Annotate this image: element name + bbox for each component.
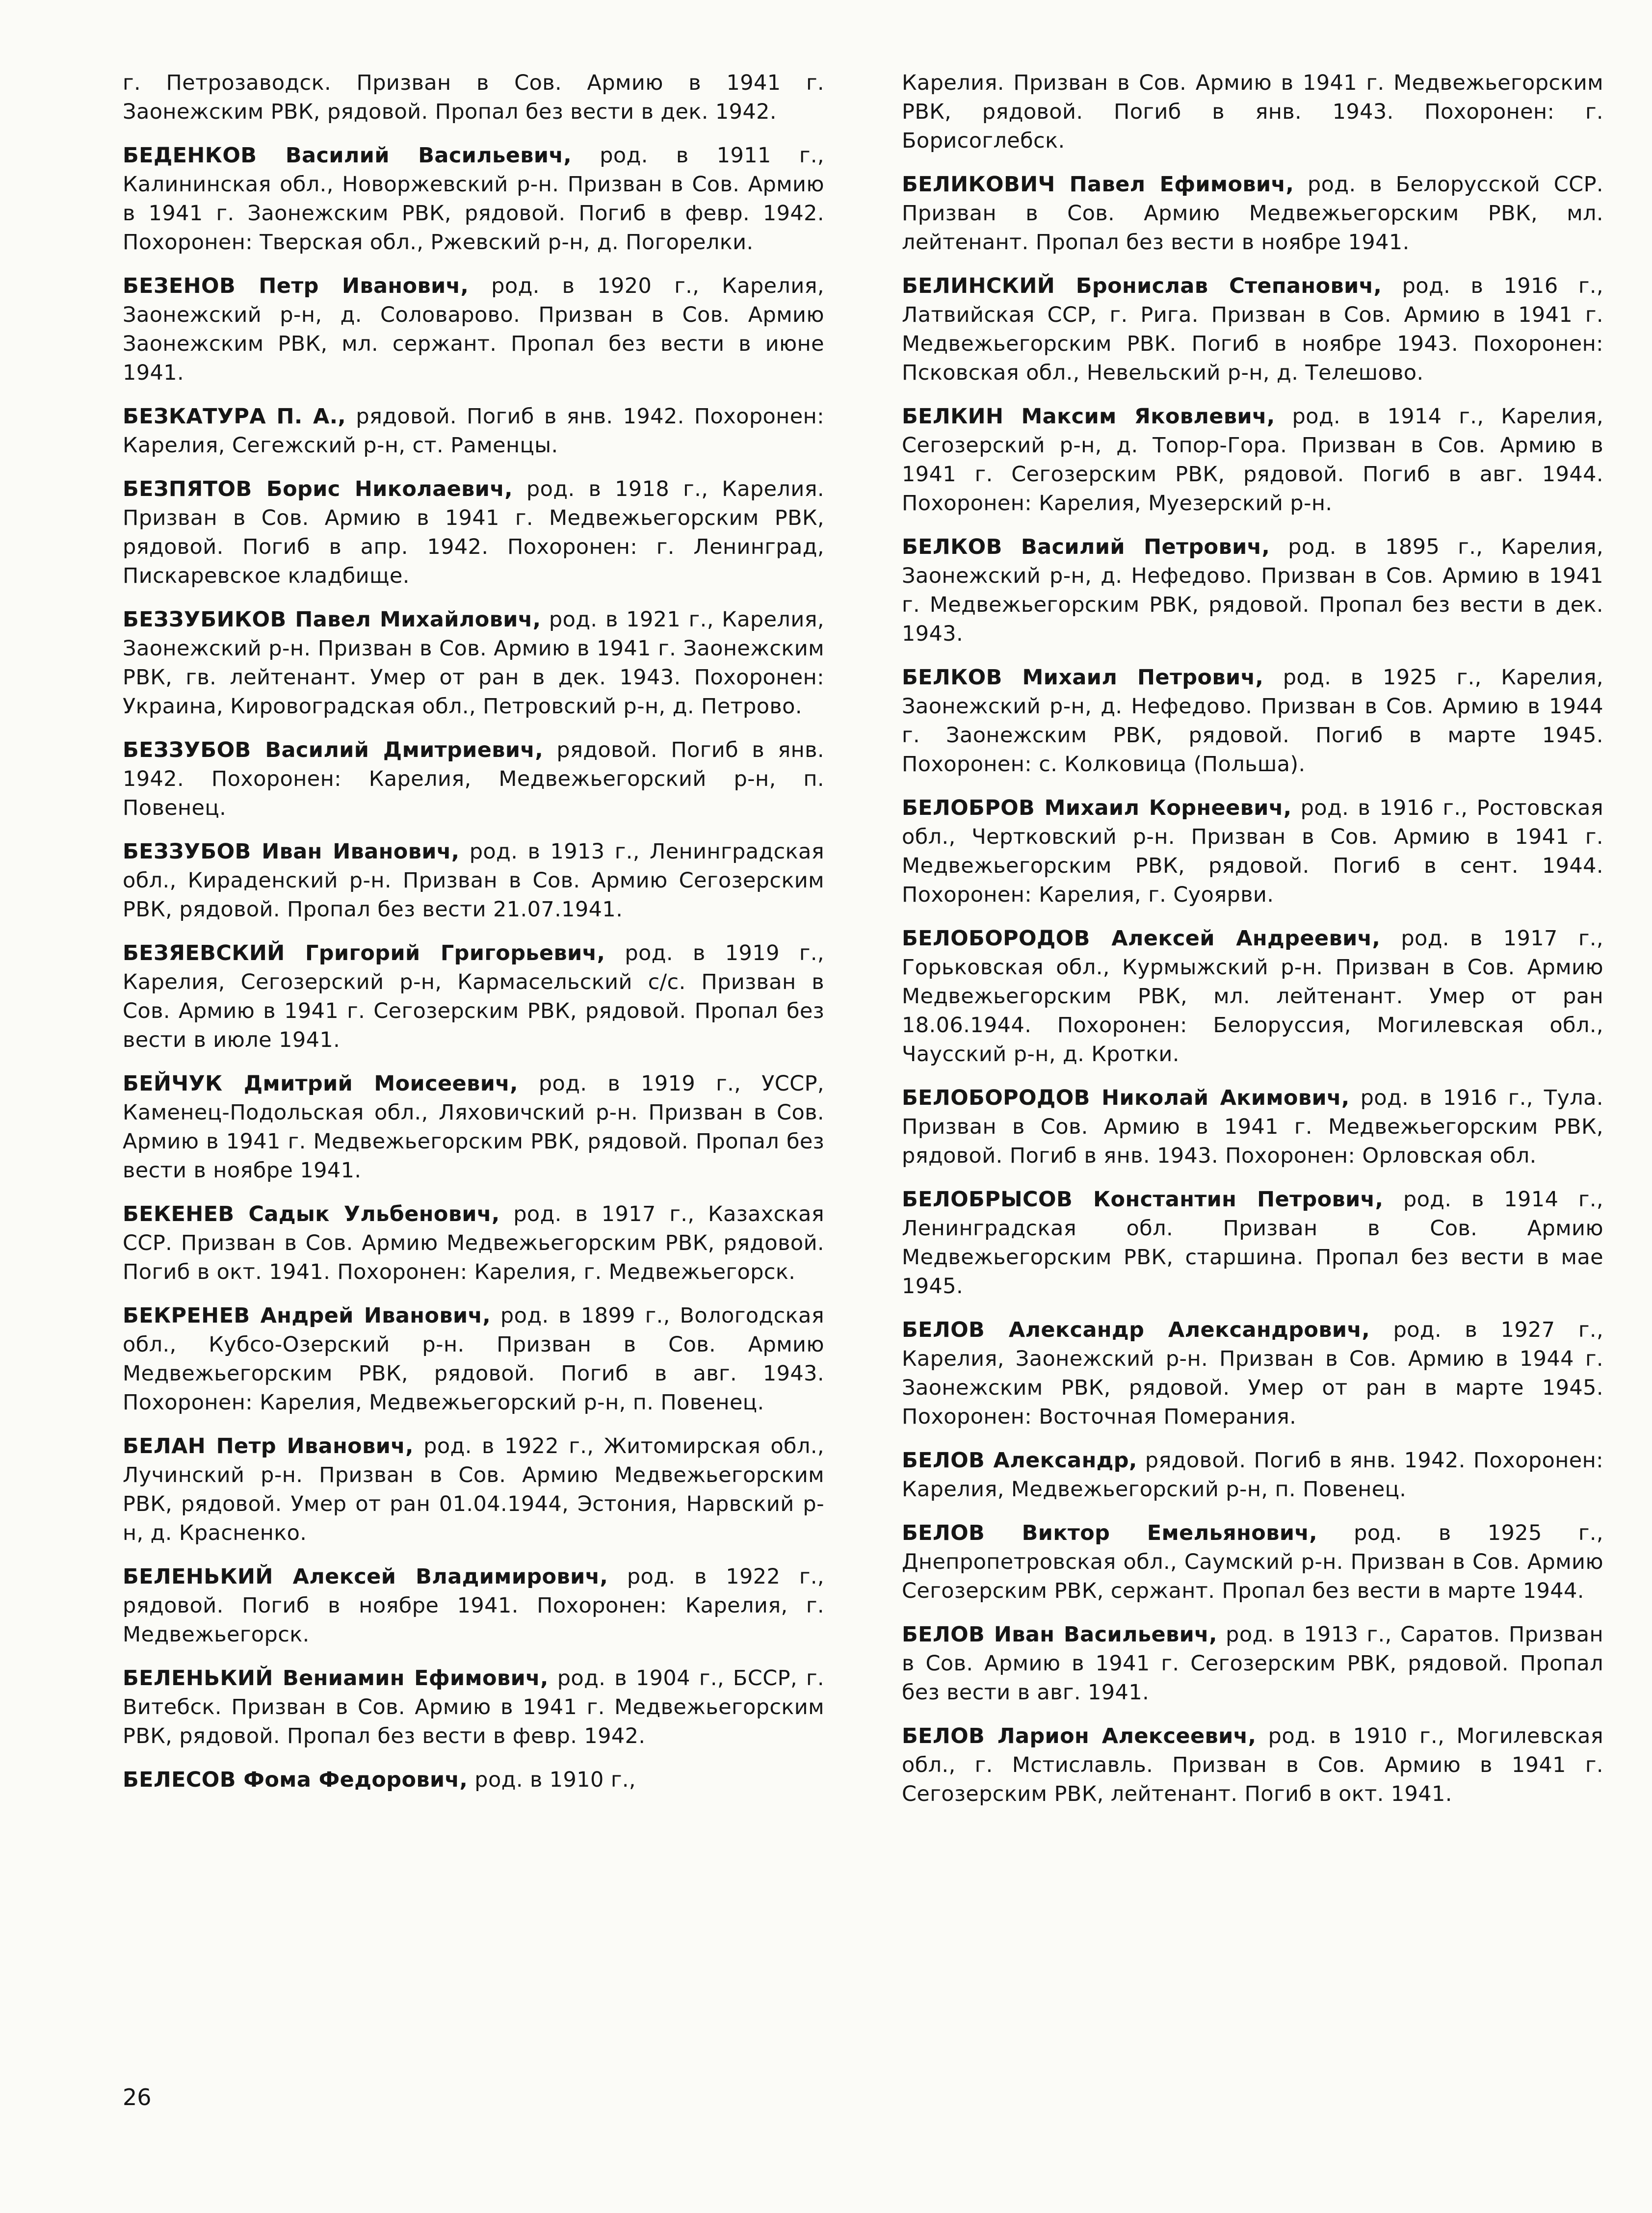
entry-text: род. в 1919 г., Карелия, Сегозерский р-н, Кармасельский с/с. Призван в Сов. Армию в 1941 г. Сегозерским РВК, рядовой. Пропал без вести в июле 1941. bbox=[123, 941, 824, 1052]
entry-name: БЕЛОВ Александр, bbox=[902, 1448, 1137, 1473]
entry bbox=[123, 736, 824, 823]
entry-name: БЕДЕНКОВ Василий Васильевич, bbox=[123, 143, 572, 168]
entry-text: род. в 1904 г., БССР, г. Витебск. Призван в Сов. Армию в 1941 г. Медвежьегорским РВК, рядовой. Пропал без вести в февр. 1942. bbox=[123, 1666, 825, 1748]
entry-name: БЕЙЧУК Дмитрий Моисеевич, bbox=[123, 1071, 518, 1096]
page-number: 26 bbox=[123, 2084, 152, 2110]
entry-name: БЕЛОВ Иван Васильевич, bbox=[902, 1622, 1217, 1647]
entry-text: род. в 1916 г., Латвийская ССР, г. Рига. Призван в Сов. Армию в 1941 г. Медвежьегорским РВК. Погиб в ноябре 1943. Похоронен: Псковская обл., Невельский р-н, д. Телешово. bbox=[902, 274, 1604, 385]
entry-name: БЕЛЕНЬКИЙ Вениамин Ефимович, bbox=[123, 1666, 549, 1691]
entry bbox=[902, 1084, 1603, 1171]
entry-name: БЕЗЗУБИКОВ Павел Михайлович, bbox=[123, 607, 541, 632]
entry bbox=[902, 794, 1603, 910]
entry-text: род. в 1910 г., Могилевская обл., г. Мстиславль. Призван в Сов. Армию в 1941 г. Сегозерским РВК, лейтенант. Погиб в окт. 1941. bbox=[902, 1724, 1603, 1806]
entry-name: БЕЛОБОРОДОВ Алексей Андреевич, bbox=[902, 926, 1381, 951]
entry bbox=[902, 402, 1603, 518]
entry bbox=[123, 141, 824, 257]
entry-text: род. в 1913 г., Саратов. Призван в Сов. Армию в 1941 г. Сегозерским РВК, рядовой. Пропал без вести в авг. 1941. bbox=[902, 1622, 1603, 1705]
entry bbox=[902, 663, 1603, 779]
entry bbox=[123, 1432, 824, 1548]
entry-text: род. в 1910 г., bbox=[468, 1768, 636, 1792]
entry-text: рядовой. Погиб в янв. 1942. Похоронен: Карелия, Сегежский р-н, ст. Раменцы. bbox=[123, 404, 824, 458]
entry-name: БЕЛИНСКИЙ Бронислав Степанович, bbox=[902, 274, 1382, 298]
entry bbox=[123, 69, 824, 127]
entry-text: род. в 1919 г., УССР, Каменец-Подольская обл., Ляховичский р-н. Призван в Сов. Армию в 1941 г. Медвежьегорским РВК, рядовой. Пропал без вести в ноябре 1941. bbox=[123, 1071, 825, 1183]
entry bbox=[902, 1446, 1603, 1504]
entry-text: род. в 1916 г., Тула. Призван в Сов. Армию в 1941 г. Медвежьегорским РВК, рядовой. Погиб в янв. 1943. Похоронен: Орловская обл. bbox=[902, 1086, 1603, 1168]
entry bbox=[902, 924, 1603, 1069]
entry-name: БЕЗКАТУРА П. А., bbox=[123, 404, 346, 429]
entry-name: БЕЛОВ Виктор Емельянович, bbox=[902, 1521, 1317, 1545]
entry-text: род. в 1913 г., Ленинградская обл., Кираденский р-н. Призван в Сов. Армию Сегозерским РВК, рядовой. Пропал без вести 21.07.1941. bbox=[123, 839, 825, 922]
entry-name: БЕКЕНЕВ Садык Ульбенович, bbox=[123, 1202, 500, 1226]
entry bbox=[123, 1664, 824, 1751]
entry-text: Карелия. Призван в Сов. Армию в 1941 г. Медвежьегорским РВК, рядовой. Погиб в янв. 1943. Похоронен: г. Борисоглебск. bbox=[902, 71, 1603, 153]
entry-name: БЕЛОБРЫСОВ Константин Петрович, bbox=[902, 1187, 1384, 1212]
entry bbox=[902, 1620, 1603, 1707]
entry-text: род. в 1917 г., Горьковская обл., Курмыжский р-н. Призван в Сов. Армию Медвежьегорским РВК, мл. лейтенант. Умер от ран 18.06.1944. Похоронен: Белоруссия, Могилевская обл., Чаусский р-н, д. Кротки. bbox=[902, 926, 1603, 1067]
entry-name: БЕЗЕНОВ Петр Иванович, bbox=[123, 274, 469, 298]
entry-name: БЕЗПЯТОВ Борис Николаевич, bbox=[123, 477, 513, 501]
entry-name: БЕЛОВ Александр Александрович, bbox=[902, 1318, 1370, 1342]
right-column bbox=[902, 69, 1603, 1823]
entry-name: БЕКРЕНЕВ Андрей Иванович, bbox=[123, 1303, 491, 1328]
entry-text: род. в 1921 г., Карелия, Заонежский р-н. Призван в Сов. Армию в 1941 г. Заонежским РВК, гв. лейтенант. Умер от ран в дек. 1943. Похоронен: Украина, Кировоградская обл., Петровский р-н, д. Петрово. bbox=[123, 607, 825, 719]
entry-name: БЕЛЕСОВ Фома Федорович, bbox=[123, 1768, 468, 1792]
entry bbox=[123, 1069, 824, 1185]
entry bbox=[902, 272, 1603, 388]
entry-name: БЕЗЗУБОВ Василий Дмитриевич, bbox=[123, 738, 544, 762]
entry-text: род. в 1918 г., Карелия. Призван в Сов. Армию в 1941 г. Медвежьегорским РВК, рядовой. Погиб в апр. 1942. Похоронен: г. Ленинград, Пискаревское кладбище. bbox=[123, 477, 824, 588]
entry-text: род. в 1916 г., Ростовская обл., Чертковский р-н. Призван в Сов. Армию в 1941 г. Медвежьегорским РВК, рядовой. Погиб в сент. 1944. Похоронен: Карелия, г. Суоярви. bbox=[902, 796, 1603, 907]
entry bbox=[123, 402, 824, 460]
entry-name: БЕЗЯЕВСКИЙ Григорий Григорьевич, bbox=[123, 941, 605, 965]
entry-text: род. в 1911 г., Калининская обл., Новоржевский р-н. Призван в Сов. Армию в 1941 г. Заонежским РВК, рядовой. Погиб в февр. 1942. Похоронен: Тверская обл., Ржевский р-н, д. Погорелки. bbox=[123, 143, 825, 255]
entry-text: род. в 1920 г., Карелия, Заонежский р-н, д. Соловарово. Призван в Сов. Армию Заонежским РВК, мл. сержант. Пропал без вести в июне 1941. bbox=[123, 274, 824, 385]
entry bbox=[902, 1185, 1603, 1301]
entry bbox=[123, 1766, 824, 1795]
entry bbox=[123, 1302, 824, 1417]
entry-text: род. в 1917 г., Казахская ССР. Призван в Сов. Армию Медвежьегорским РВК, рядовой. Погиб в окт. 1941. Похоронен: Карелия, г. Медвежьегорск. bbox=[123, 1202, 824, 1284]
entry-name: БЕЛЕНЬКИЙ Алексей Владимирович, bbox=[123, 1564, 608, 1589]
entry-name: БЕЛАН Петр Иванович, bbox=[123, 1434, 414, 1458]
entry-text: род. в 1922 г., Житомирская обл., Лучинский р-н. Призван в Сов. Армию Медвежьегорским РВК, рядовой. Умер от ран 01.04.1944, Эстония, Нарвский р-н, д. Красненко. bbox=[123, 1434, 824, 1545]
entry-name: БЕЛКОВ Михаил Петрович, bbox=[902, 665, 1264, 690]
left-column bbox=[123, 69, 824, 1809]
entry bbox=[902, 1316, 1603, 1432]
entry bbox=[902, 1722, 1603, 1809]
entry-name: БЕЛОВ Ларион Алексеевич, bbox=[902, 1724, 1257, 1748]
entry-text: род. в 1925 г., Карелия, Заонежский р-н, д. Нефедово. Призван в Сов. Армию в 1944 г. Заонежским РВК, рядовой. Погиб в марте 1945. Похоронен: с. Колковица (Польша). bbox=[902, 665, 1603, 777]
entry-name: БЕЛКОВ Василий Петрович, bbox=[902, 535, 1270, 559]
entry-text: род. в 1927 г., Карелия, Заонежский р-н. Призван в Сов. Армию в 1944 г. Заонежским РВК, рядовой. Умер от ран в марте 1945. Похоронен: Восточная Померания. bbox=[902, 1318, 1604, 1429]
entry-name: БЕЛИКОВИЧ Павел Ефимович, bbox=[902, 172, 1294, 197]
entry bbox=[902, 69, 1603, 156]
entry-text: рядовой. Погиб в янв. 1942. Похоронен: Карелия, Медвежьегорский р-н, п. Повенец. bbox=[123, 738, 824, 820]
entry-text: род. в 1899 г., Вологодская обл., Кубсо-Озерский р-н. Призван в Сов. Армию Медвежьегорским РВК, рядовой. Погиб в авг. 1943. Похоронен: Карелия, Медвежьегорский р-н, п. Повенец. bbox=[123, 1303, 824, 1415]
entry-text: род. в 1895 г., Карелия, Заонежский р-н, д. Нефедово. Призван в Сов. Армию в 1941 г. Медвежьегорским РВК, рядовой. Пропал без вести в дек. 1943. bbox=[902, 535, 1604, 646]
entry bbox=[123, 939, 824, 1055]
entry bbox=[902, 170, 1603, 257]
entry bbox=[902, 1519, 1603, 1606]
entry bbox=[123, 1562, 824, 1649]
entry-name: БЕЛОБОРОДОВ Николай Акимович, bbox=[902, 1086, 1350, 1110]
entry bbox=[902, 533, 1603, 649]
entry-text: род. в Белорусской ССР. Призван в Сов. Армию Медвежьегорским РВК, мл. лейтенант. Пропал без вести в ноябре 1941. bbox=[902, 172, 1603, 255]
entry bbox=[123, 1200, 824, 1287]
entry-text: род. в 1925 г., Днепропетровская обл., Саумский р-н. Призван в Сов. Армию Сегозерским РВК, сержант. Пропал без вести в марте 1944. bbox=[902, 1521, 1603, 1603]
entry-name: БЕЗЗУБОВ Иван Иванович, bbox=[123, 839, 460, 864]
entry bbox=[123, 837, 824, 924]
entry-text: рядовой. Погиб в янв. 1942. Похоронен: Карелия, Медвежьегорский р-н, п. Повенец. bbox=[902, 1448, 1603, 1502]
entry-text: род. в 1914 г., Ленинградская обл. Призван в Сов. Армию Медвежьегорским РВК, старшина. Пропал без вести в мае 1945. bbox=[902, 1187, 1603, 1299]
entry bbox=[123, 272, 824, 388]
entry-text: г. Петрозаводск. Призван в Сов. Армию в 1941 г. Заонежским РВК, рядовой. Пропал без вести в дек. 1942. bbox=[123, 71, 824, 124]
entry-name: БЕЛКИН Максим Яковлевич, bbox=[902, 404, 1275, 429]
entry-text: род. в 1922 г., рядовой. Погиб в ноябре 1941. Похоронен: Карелия, г. Медвежьегорск. bbox=[123, 1564, 824, 1647]
entry bbox=[123, 475, 824, 591]
entry-text: род. в 1914 г., Карелия, Сегозерский р-н, д. Топор-Гора. Призван в Сов. Армию в 1941 г. Сегозерским РВК, рядовой. Погиб в авг. 1944. Похоронен: Карелия, Муезерский р-н. bbox=[902, 404, 1604, 516]
entry bbox=[123, 605, 824, 721]
entry-name: БЕЛОБРОВ Михаил Корнеевич, bbox=[902, 796, 1292, 820]
